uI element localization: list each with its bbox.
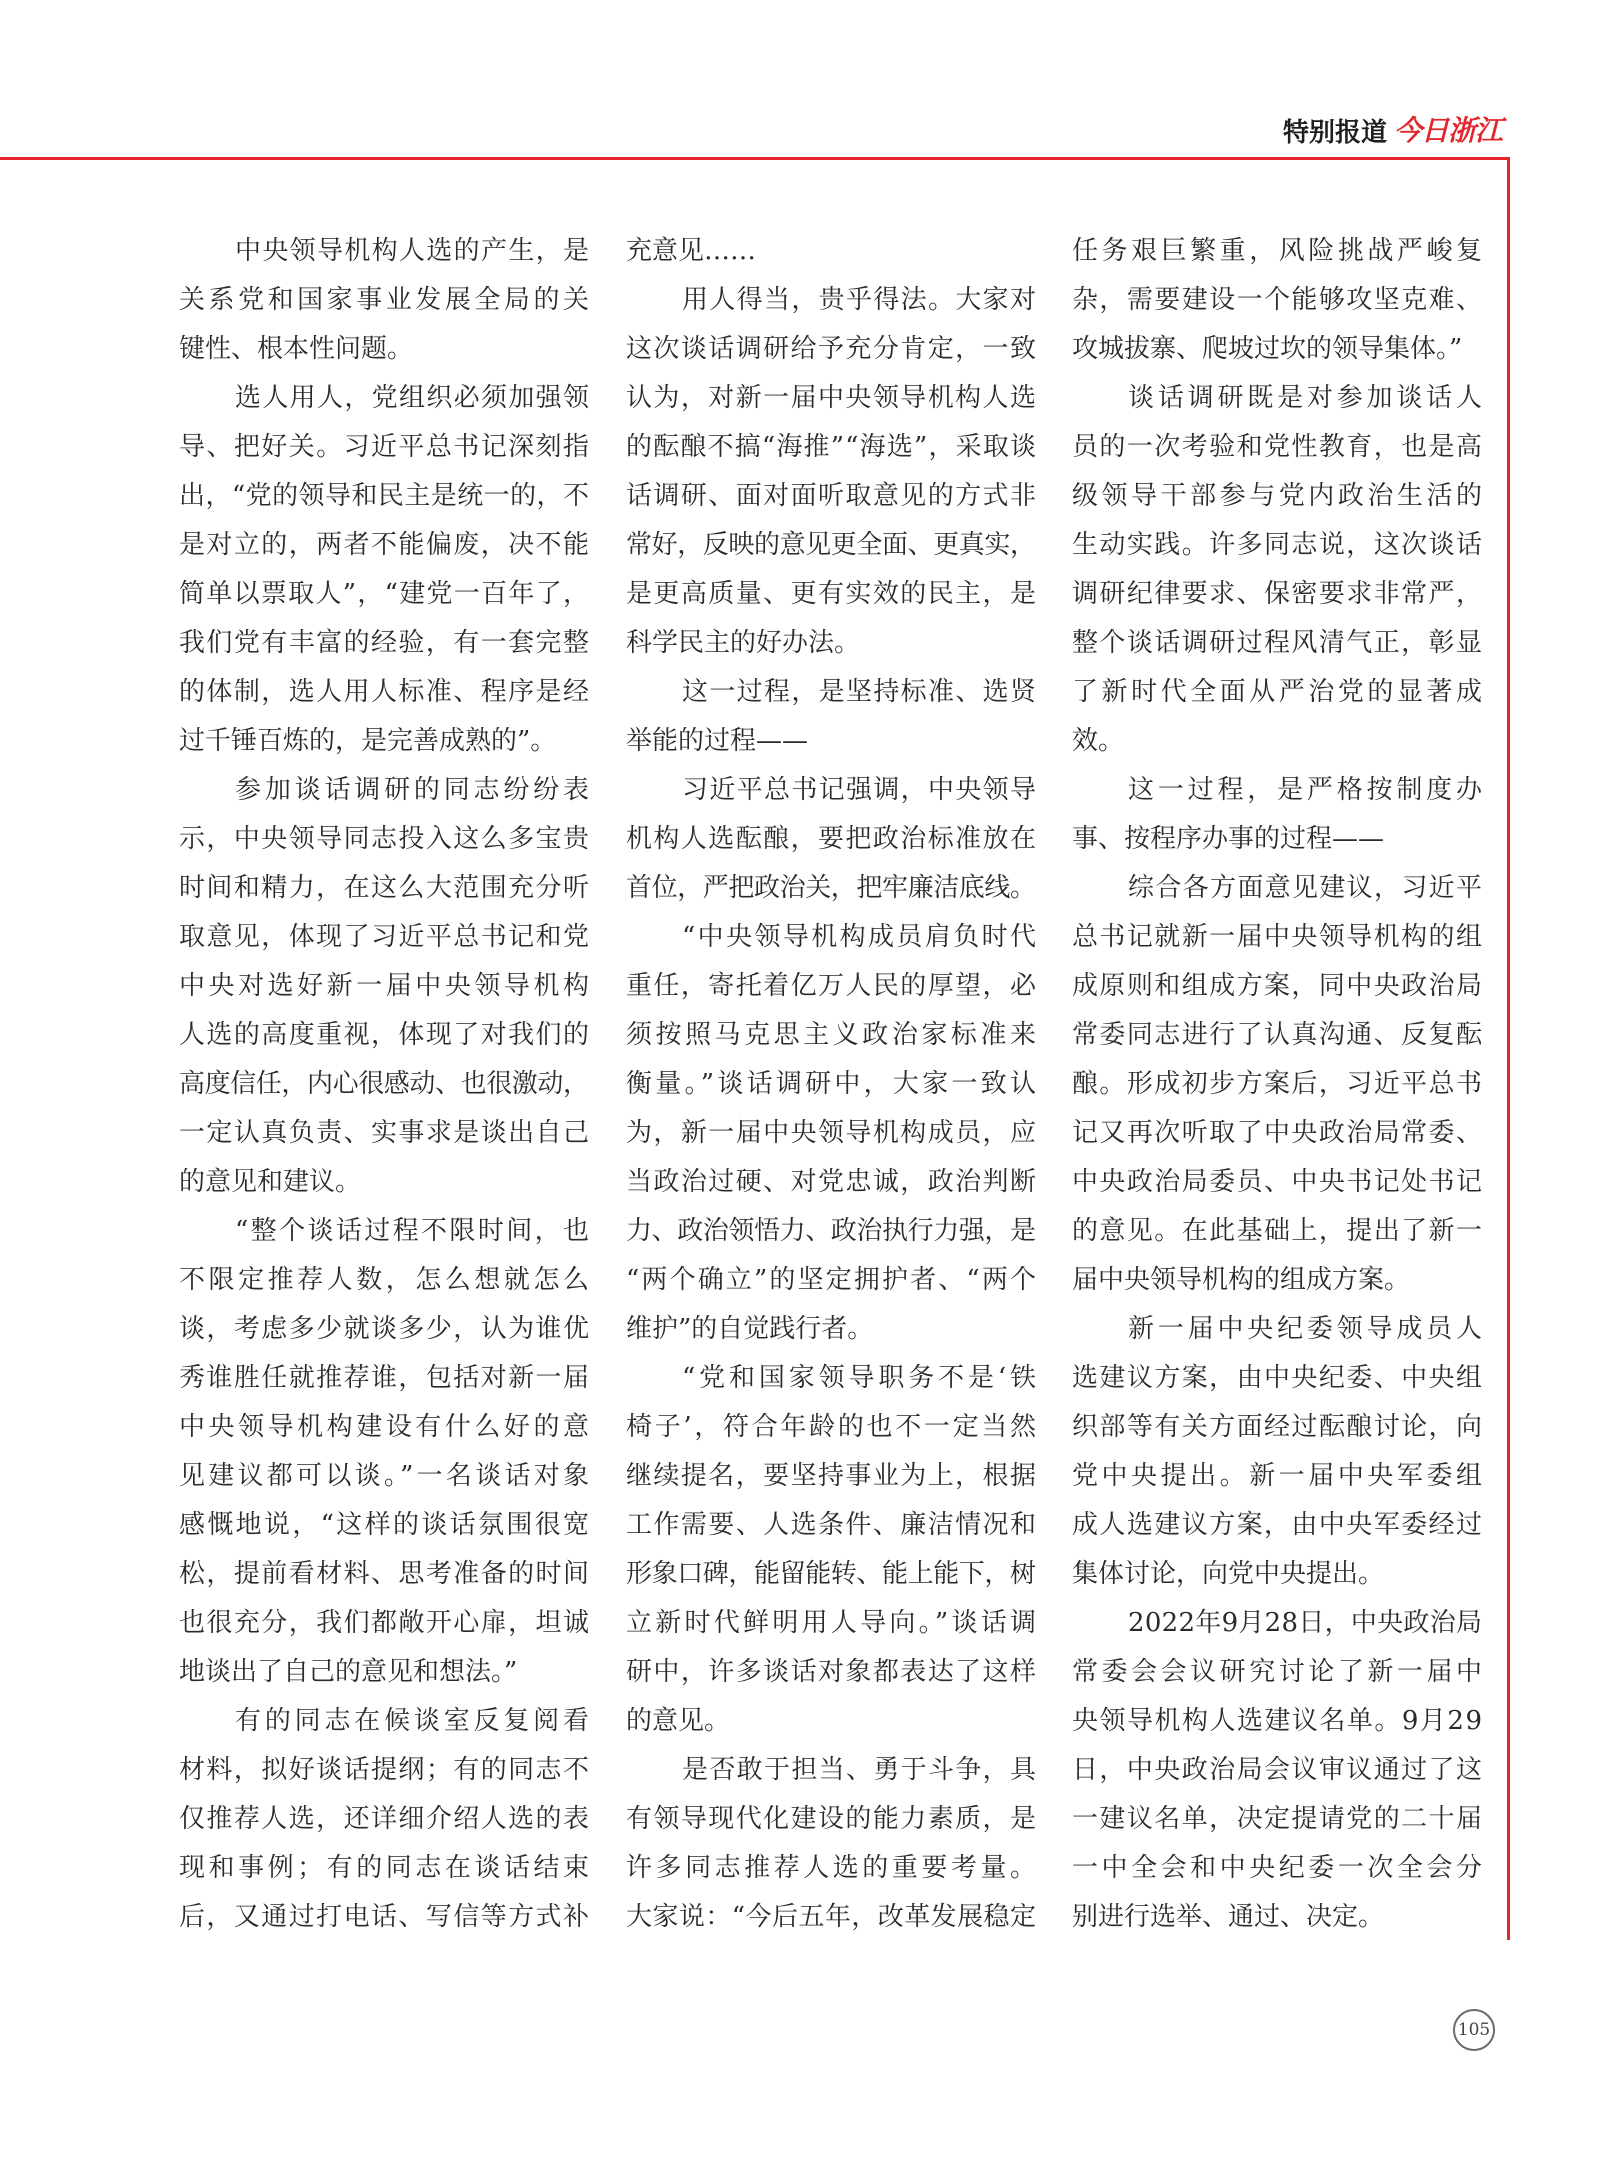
text-line [626,1844,1040,1893]
text-line-content: 松，提前看材料、思考准备的时间 [179,1559,591,1589]
text-line [682,1354,1040,1403]
text-line-content: 过千锤百炼的，是完善成熟的”。 [179,726,557,756]
text-line-content: 有的同志在候谈室反复阅看 [235,1706,593,1736]
text-line [626,227,1036,276]
text-line-content: 生动实践。许多同志说，这次谈话 [1072,530,1484,560]
text-line-content: 椅子’，符合年龄的也不一定当然 [626,1412,1039,1442]
text-line-content: 仅推荐人选，还详细介绍人选的表 [179,1804,591,1834]
paragraph [1072,1305,1486,1599]
text-line-content: 习近平总书记强调，中央领导 [682,775,1038,805]
text-line [235,766,593,815]
text-line [1072,815,1482,864]
text-line [1072,1256,1482,1305]
text-line [179,913,589,962]
text-line-content: 一定认真负责、实事求是谈出自己 [179,1118,591,1148]
text-line-content: 成原则和组成方案，同中央政治局 [1072,971,1484,1001]
text-line-content: 当政治过硬、对党忠诚，政治判断 [626,1167,1038,1197]
text-line [179,1893,589,1942]
text-line [1072,1795,1482,1844]
text-line-content: 见建议都可以谈。”一名谈话对象 [179,1461,593,1491]
text-line [1072,1011,1482,1060]
text-line-content: 员的一次考验和党性教育，也是高 [1072,432,1484,462]
text-line-content: 综合各方面意见建议，习近平 [1128,873,1484,903]
text-line-content: 是对立的，两者不能偏废，决不能 [179,530,591,560]
text-line [626,1011,1040,1060]
text-line [179,1256,593,1305]
text-line [1072,570,1482,619]
text-line-content: 酿。形成初步方案后，习近平总书 [1072,1069,1484,1099]
text-line-content: 的体制，选人用人标准、程序是经 [179,677,591,707]
text-line [682,1746,1036,1795]
paragraph [1072,766,1486,864]
text-line [1072,1452,1486,1501]
text-line [179,1109,589,1158]
text-line-content: 材料，拟好谈话提纲；有的同志不 [179,1755,591,1785]
text-line [235,1207,592,1256]
text-line [626,570,1036,619]
paragraph [626,1354,1040,1746]
text-line [1072,1060,1482,1109]
text-line-content: 织部等有关方面经过酝酿讨论，向 [1072,1412,1484,1442]
text-line [1128,864,1482,913]
text-line-content: 总书记就新一届中央领导机构的组 [1072,922,1484,952]
text-line [1072,668,1486,717]
text-line [179,570,589,619]
text-line [1072,619,1482,668]
paragraph [626,668,1036,766]
text-line [179,472,589,521]
text-line-content: 须按照马克思主义政治家标准来 [626,1020,1040,1050]
text-line [179,1599,589,1648]
text-line [179,1844,593,1893]
text-line [179,276,593,325]
magazine-logo: 今日浙江 [1394,114,1503,147]
text-line-content: 立新时代鲜明用人导向。”谈话调 [626,1608,1040,1638]
text-line [626,1109,1036,1158]
text-line-content: 这一过程，是严格按制度办 [1128,775,1486,805]
text-line-content: 中央政治局委员、中央书记处书记 [1072,1167,1484,1197]
paragraph [1072,227,1486,374]
text-line [626,1648,1036,1697]
text-line [682,668,1036,717]
text-line-content: 用人得当，贵乎得法。大家对 [682,285,1038,315]
text-line-content: “两个确立”的坚定拥护者、“两个 [626,1265,1039,1295]
text-line [626,1501,1036,1550]
text-line [1072,1648,1486,1697]
text-line [626,1256,1039,1305]
text-line-content: 事、按程序办事的过程—— [1072,824,1385,854]
text-line-content: 我们党有丰富的经验，有一套完整 [179,628,591,658]
text-line-content: 的意见。 [626,1706,731,1736]
page-number: 105 [1453,2009,1495,2051]
text-line-content: 人选的高度重视，体现了对我们的 [179,1020,591,1050]
text-line-content: 这一过程，是坚持标准、选贤 [682,677,1038,707]
text-line-content: 参加谈话调研的同志纷纷表 [235,775,593,805]
text-line-content: 央领导机构人选建议名单。9月29 [1072,1706,1484,1736]
text-line-content: “中央领导机构成员肩负时代 [682,922,1039,952]
text-line-content: 大家说：“今后五年，改革发展稳定 [626,1902,1037,1932]
text-line-content: 机构人选酝酿，要把政治标准放在 [626,824,1038,854]
text-line [626,864,1036,913]
paragraph [626,913,1040,1354]
text-line [626,1697,1036,1746]
text-line [179,325,589,374]
text-line-content: 后，又通过打电话、写信等方式补 [179,1902,591,1932]
text-line [626,1893,1036,1942]
text-line-content: 形象口碑，能留能转、能上能下，树 [626,1559,1036,1589]
text-line [179,815,589,864]
text-line-content: 研中，许多谈话对象都表达了这样 [626,1657,1038,1687]
text-line [179,1550,589,1599]
text-line-content: 衡量。”谈话调研中，大家一致认 [626,1069,1040,1099]
text-line [1072,1550,1482,1599]
text-line-content: 届中央领导机构的组成方案。 [1072,1265,1411,1295]
text-line-content: 效。 [1072,726,1125,756]
text-line-content: 常委同志进行了认真沟通、反复酝 [1072,1020,1484,1050]
text-line-content: 这次谈话调研给予充分肯定，一致 [626,334,1038,364]
text-line-content: 党中央提出。新一届中央军委组 [1072,1461,1486,1491]
header-rule [0,157,1510,160]
text-line [1072,962,1482,1011]
text-line-content: 谈话调研既是对参加谈话人 [1128,383,1486,413]
paragraph [179,766,593,1207]
side-rule [1507,157,1510,1940]
text-line [179,1011,589,1060]
text-line [1072,521,1482,570]
text-line [235,227,589,276]
text-line-content: 2022年9月28日，中央政治局 [1128,1608,1483,1638]
text-line-content: 科学民主的好办法。 [626,628,861,658]
text-line-content: 的意见和建议。 [179,1167,362,1197]
text-line-content: 选人用人，党组织必须加强领 [235,383,591,413]
text-line-content: 常委会会议研究讨论了新一届中 [1072,1657,1486,1687]
text-line-content: 现和事例；有的同志在谈话结束 [179,1853,593,1883]
paragraph [626,766,1036,913]
text-line-content: 任务艰巨繁重，风险挑战严峻复 [1072,236,1486,266]
text-line-content: 调研纪律要求、保密要求非常严， [1072,579,1484,609]
text-line [1072,1697,1482,1746]
article-column-2 [626,227,1040,1942]
text-line [179,717,589,766]
paragraph [179,374,589,766]
text-line [1072,1746,1482,1795]
text-line-content: 举能的过程—— [626,726,809,756]
paragraph [1072,1599,1486,1942]
text-line [1072,325,1482,374]
text-line-content: 感慨地说，“这样的谈话氛围很宽 [179,1510,592,1540]
text-line [1072,1158,1482,1207]
text-line-content: 充意见…… [626,236,757,266]
text-line-content: 话调研、面对面听取意见的方式非 [626,481,1038,511]
section-label: 特别报道 [1283,118,1388,148]
text-line-content: 整个谈话调研过程风清气正，彰显 [1072,628,1484,658]
paragraph [626,227,1036,276]
text-line [179,521,589,570]
text-line [179,619,589,668]
text-line [626,521,1036,570]
paragraph [1072,374,1486,766]
text-line [235,374,589,423]
text-line-content: 重任，寄托着亿万人民的厚望，必 [626,971,1038,1001]
text-line [1072,717,1482,766]
text-line [626,1158,1036,1207]
text-line-content: 集体讨论，向党中央提出。 [1072,1559,1385,1589]
text-line-content: 力、政治领悟力、政治执行力强，是 [626,1216,1036,1246]
text-line-content: 攻城拔寨、爬坡过坎的领导集体。” [1072,334,1463,364]
text-line-content: 常好，反映的意见更全面、更真实， [626,530,1036,560]
text-line-content: 不限定推荐人数，怎么想就怎么 [179,1265,593,1295]
text-line-content: 简单以票取人”，“建党一百年了， [179,579,591,609]
text-line [626,423,1036,472]
text-line [1072,1844,1486,1893]
text-line [1128,1305,1486,1354]
text-line-content: 认为，对新一届中央领导机构人选 [626,383,1038,413]
text-line-content: 键性、根本性问题。 [179,334,414,364]
text-line [179,1060,589,1109]
text-line [1072,1501,1482,1550]
text-line-content: 别进行选举、通过、决定。 [1072,1902,1385,1932]
text-line [626,1795,1036,1844]
text-line [626,1207,1036,1256]
text-line-content: 是否敢于担当、勇于斗争，具 [682,1755,1038,1785]
text-line [626,619,1036,668]
article-column-3 [1072,227,1486,1942]
text-line-content: 成人选建议方案，由中央军委经过 [1072,1510,1484,1540]
text-line [626,1060,1040,1109]
text-line-content: 了新时代全面从严治党的显著成 [1072,677,1486,707]
text-line [179,1403,593,1452]
text-line-content: 谈，考虑多少就谈多少，认为谁优 [179,1314,591,1344]
text-line [179,1746,589,1795]
text-line-content: 许多同志推荐人选的重要考量。 [626,1853,1040,1883]
text-line-content: 高度信任，内心很感动、也很激动， [179,1069,589,1099]
text-line [626,472,1036,521]
text-line-content: 继续提名，要坚持事业为上，根据 [626,1461,1038,1491]
text-line-content: 维护”的自觉践行者。 [626,1314,874,1344]
text-line [1128,374,1486,423]
text-line-content: 的酝酿不搞“海推”“海选”，采取谈 [626,432,1038,462]
text-line [179,668,589,717]
text-line-content: 工作需要、人选条件、廉洁情况和 [626,1510,1038,1540]
text-line-content: 中央对选好新一届中央领导机构 [179,971,593,1001]
text-line [682,913,1039,962]
text-line [179,962,593,1011]
text-line [626,325,1036,374]
paragraph [179,227,593,374]
article-column-1 [179,227,593,1942]
text-line [626,717,1036,766]
paragraph [179,1697,593,1942]
text-line-content: 示，中央领导同志投入这么多宝贵 [179,824,591,854]
text-line-content: 时间和精力，在这么大范围充分听 [179,873,591,903]
text-line [626,962,1036,1011]
text-line-content: 也很充分，我们都敞开心扉，坦诚 [179,1608,591,1638]
text-line [626,1550,1036,1599]
text-line [179,1452,593,1501]
text-line-content: 中央领导机构人选的产生，是 [235,236,591,266]
text-line-content: 地谈出了自己的意见和想法。” [179,1657,518,1687]
text-line-content: 首位，严把政治关，把牢廉洁底线。 [626,873,1036,903]
text-line [179,1158,589,1207]
text-line [235,1697,593,1746]
text-line [1072,1207,1482,1256]
text-line-content: “党和国家领导职务不是‘铁 [682,1363,1040,1393]
text-line [1072,1403,1482,1452]
text-line [179,864,589,913]
paragraph [626,1746,1040,1942]
paragraph [179,1207,593,1697]
text-line-content: 日，中央政治局会议审议通过了这 [1072,1755,1484,1785]
text-line [626,1452,1036,1501]
text-line [626,1305,1036,1354]
text-line-content: 出，“党的领导和民主是统一的，不 [179,481,590,511]
text-line-content: 级领导干部参与党内政治生活的 [1072,481,1486,511]
text-line [626,1599,1040,1648]
text-line [1072,1354,1482,1403]
text-line [1072,423,1482,472]
text-line-content: 记又再次听取了中央政治局常委、 [1072,1118,1484,1148]
paragraph [1072,864,1482,1305]
text-line-content: 中央领导机构建设有什么好的意 [179,1412,593,1442]
text-line-content: 杂，需要建设一个能够攻坚克难、 [1072,285,1484,315]
text-line [682,766,1036,815]
text-line [179,1648,589,1697]
text-line [1072,1109,1482,1158]
text-line [1072,472,1486,521]
text-line [626,815,1036,864]
text-line [1072,913,1482,962]
text-line-content: “整个谈话过程不限时间，也 [235,1216,592,1246]
text-line [1072,276,1482,325]
text-line [1072,1893,1482,1942]
text-line [626,374,1036,423]
text-line-content: 是更高质量、更有实效的民主，是 [626,579,1038,609]
text-line-content: 有领导现代化建设的能力素质，是 [626,1804,1038,1834]
text-line [626,1403,1039,1452]
text-line [1128,1599,1482,1648]
text-line-content: 关系党和国家事业发展全局的关 [179,285,593,315]
text-line-content: 一建议名单，决定提请党的二十届 [1072,1804,1484,1834]
text-line [179,1501,592,1550]
text-line [179,1354,589,1403]
text-line-content: 的意见。在此基础上，提出了新一 [1072,1216,1484,1246]
text-line-content: 选建议方案，由中央纪委、中央组 [1072,1363,1484,1393]
text-line [179,1795,589,1844]
paragraph [626,276,1036,668]
text-line [1072,227,1486,276]
text-line [179,1305,589,1354]
text-line-content: 一中全会和中央纪委一次全会分 [1072,1853,1486,1883]
text-line-content: 秀谁胜任就推荐谁，包括对新一届 [179,1363,591,1393]
text-line-content: 新一届中央纪委领导成员人 [1128,1314,1486,1344]
text-line [682,276,1036,325]
text-line-content: 为，新一届中央领导机构成员，应 [626,1118,1038,1148]
text-line [179,423,589,472]
text-line-content: 取意见，体现了习近平总书记和党 [179,922,591,952]
text-line-content: 导、把好关。习近平总书记深刻指 [179,432,591,462]
text-line [1128,766,1486,815]
